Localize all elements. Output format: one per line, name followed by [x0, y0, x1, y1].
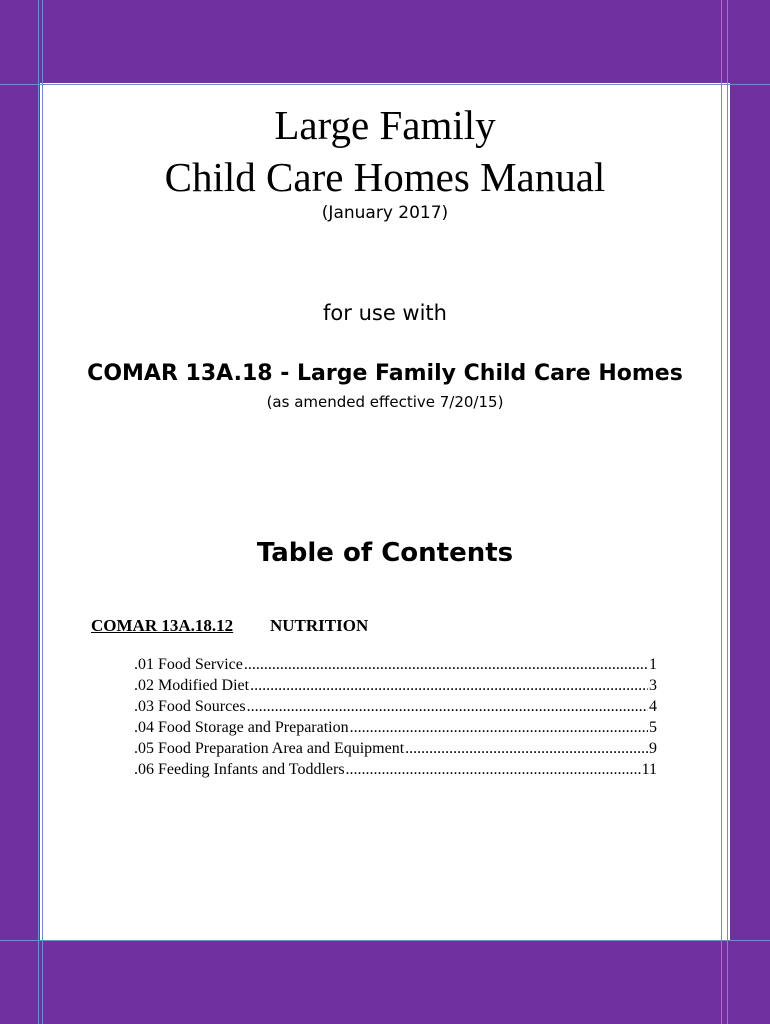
toc-entry-page: 1 — [649, 656, 657, 673]
toc-entry[interactable] — [134, 677, 657, 698]
bottom-border-band — [0, 941, 770, 1024]
top-border-line — [0, 84, 770, 85]
toc-entry[interactable] — [134, 698, 657, 719]
toc-entry[interactable] — [134, 761, 657, 782]
regulation-title: COMAR 13A.18 - Large Family Child Care Homes — [87, 361, 683, 386]
toc-entry-page: 3 — [649, 677, 657, 694]
toc-entry-label: .03 Food Sources — [134, 698, 246, 715]
for-use-text: for use with — [323, 301, 447, 325]
toc-entry-page: 5 — [649, 719, 657, 736]
bottom-border-line — [0, 940, 770, 941]
chapter-title: NUTRITION — [270, 616, 369, 635]
toc-entry-label: .04 Food Storage and Preparation — [134, 719, 349, 736]
toc-entry[interactable] — [134, 740, 657, 761]
toc-entry-label: .05 Food Preparation Area and Equipment — [134, 740, 405, 757]
toc-entry-page: 4 — [649, 698, 657, 715]
toc-entry[interactable] — [134, 656, 657, 677]
toc-entry-label: .06 Feeding Infants and Toddlers — [134, 761, 345, 778]
toc-entry-label: .01 Food Service — [134, 656, 243, 673]
toc-entry-label: .02 Modified Diet — [134, 677, 250, 694]
toc-entry[interactable] — [134, 719, 657, 740]
title-line-2: Child Care Homes Manual — [164, 154, 606, 200]
amended-text: (as amended effective 7/20/15) — [266, 393, 504, 411]
title-line-1: Large Family — [274, 102, 496, 148]
toc-entry-page: 11 — [641, 761, 657, 778]
toc-list — [134, 656, 657, 782]
toc-heading: Table of Contents — [256, 538, 514, 568]
toc-entry-page: 9 — [649, 740, 657, 757]
date-text: (January 2017) — [321, 203, 449, 223]
chapter-code: COMAR 13A.18.12 — [91, 616, 234, 635]
top-border-band — [0, 0, 770, 83]
